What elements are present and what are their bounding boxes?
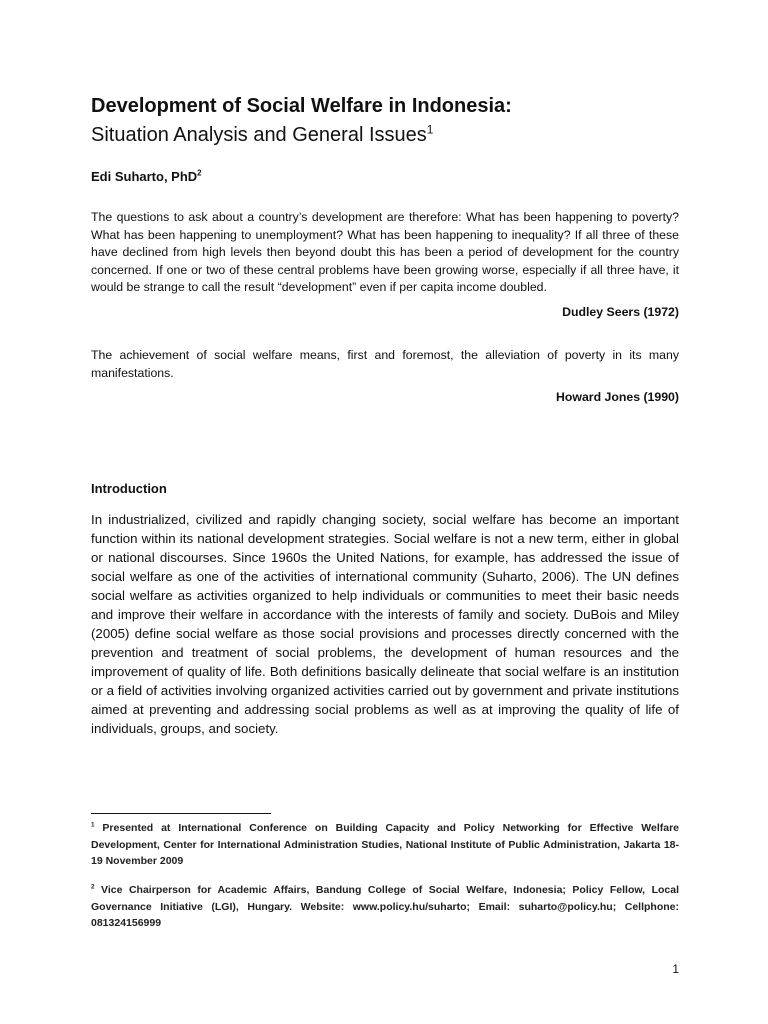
- footnote-2: [91, 882, 679, 932]
- epigraph-jones-attribution: Howard Jones (1990): [555, 390, 679, 405]
- epigraph-jones: The achievement of social welfare means, first and foremost, the alleviation of poverty in its many manifestations.: [91, 347, 679, 380]
- document-title: [91, 93, 679, 119]
- footnote-divider: [91, 813, 271, 814]
- footnote-2-marker: 2: [91, 883, 95, 891]
- section-heading-introduction: Introduction: [91, 481, 167, 497]
- title-main: Development of Social Welfare in Indonesia:: [91, 95, 512, 117]
- introduction-paragraph: In industrialized, civilized and rapidly changing society, social welfare has become an important function within its national development strategies. Social welfare is not a new term, either in global or national discourses. Since 1960s the United Nations, for example, has addressed the issue of social welfare as one of the activities of international community (Suharto, 2006). The UN defines social welfare as activities organized to help individuals or communities to meet their basic needs and improve their welfare in accordance with the interests of family and society. DuBois and Miley (2005) define social welfare as those social provisions and processes directly concerned with the prevention and treatment of social problems, the development of human resources and the improvement of quality of life. Both definitions basically delineate that social welfare is an institution or a field of activities involving organized activities carried out by government and private institutions aimed at preventing and addressing social problems as well as at improving the quality of life of individuals, groups, and society.: [91, 512, 679, 737]
- footnote-1-text: Presented at International Conference on Building Capacity and Policy Networking for Effective Welfare Development, Center for International Administration Studies, National Institute of Public Administration, Jakarta 18-19 November 2009: [91, 822, 679, 867]
- author-line: [91, 168, 679, 186]
- footnote-1: [91, 820, 679, 870]
- subtitle-text: Situation Analysis and General Issues: [91, 124, 427, 146]
- footnote-2-text: Vice Chairperson for Academic Affairs, Bandung College of Social Welfare, Indonesia; Policy Fellow, Local Governance Initiative (LGI), Hungary. Website: www.policy.hu/suharto; Email: suharto@policy.hu; Cellphone: 081324156999: [91, 884, 680, 929]
- document-subtitle: [91, 122, 679, 148]
- page-number: 1: [672, 962, 679, 976]
- footnote-1-marker: 1: [91, 821, 95, 829]
- epigraph-seers-attribution: Dudley Seers (1972): [562, 304, 679, 319]
- footnote-ref-1[interactable]: 1: [426, 122, 434, 137]
- author-name: Edi Suharto, PhD: [91, 169, 198, 184]
- epigraph-seers: The questions to ask about a country’s development are therefore: What has been happening to poverty? What has been happening to unemployment? What has been happening to inequality? If all three of these have declined from high levels then beyond doubt this has been a period of development for the country concerned. If one or two of these central problems have been growing worse, especially if all three have, it would be strange to call the result “development” even if per capita income doubled.: [91, 210, 679, 295]
- footnote-ref-2[interactable]: 2: [197, 168, 202, 178]
- page-content: [91, 93, 679, 738]
